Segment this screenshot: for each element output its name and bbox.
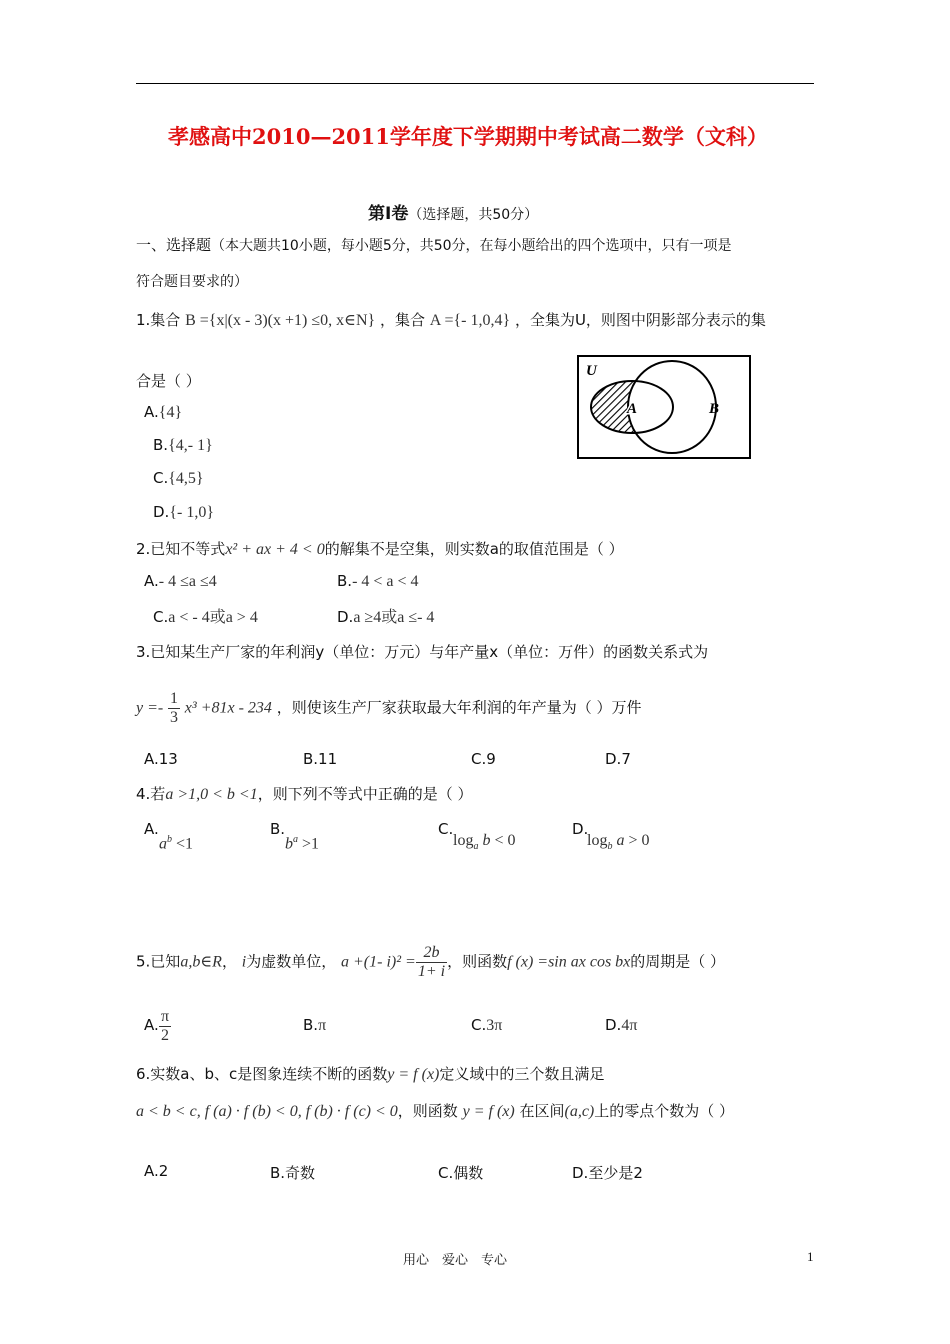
q2-option-d <box>337 604 434 627</box>
q5-frac-two: 2 <box>161 1026 170 1044</box>
q4-option-c-label: C. <box>438 820 454 838</box>
q1-option-c-value: {4,5} <box>168 470 204 487</box>
venn-label-u: U <box>586 363 597 379</box>
venn-diagram <box>577 355 751 459</box>
q2-option-b-value: - 4 < a < 4 <box>352 573 419 590</box>
part1-desc: （本大题共10小题，每小题5分，共50分，在每小题给出的四个选项中，只有一项是 <box>211 238 732 254</box>
part1-intro <box>136 234 732 255</box>
q6-mid: ，则函数 <box>397 1102 458 1120</box>
q6-mid2: 在区间 <box>519 1102 565 1120</box>
q6-option-b: B.奇数 <box>270 1164 316 1182</box>
q5-option-d-label: D. <box>605 1016 622 1034</box>
part1-label: 一、选择题 <box>136 236 212 254</box>
q6-condition: a < b < c, f (a) · f (b) < 0, f (b) · f (c) < 0 <box>136 1103 398 1120</box>
q3-option-d: D.7 <box>605 750 631 768</box>
q3-line2 <box>136 690 641 726</box>
q5-option-c-value: 3π <box>486 1017 503 1034</box>
q6-function: y = f (x) <box>387 1066 440 1083</box>
q5-condition: a,b∈R <box>180 953 222 971</box>
q5-option-a-value <box>159 1008 171 1044</box>
q2-option-b-label: B. <box>337 572 353 590</box>
q4-option-c-value: $\log_a b < 0$ <box>453 832 516 853</box>
q5-imag-unit: i <box>241 953 247 971</box>
q3-option-b: B.11 <box>303 750 338 768</box>
q5-prefix: 5.已知 <box>136 952 181 971</box>
q1-option-a-value: {4} <box>158 404 183 421</box>
q3-tail: ，则使该生产厂家获取最大年利润的年产量为（ ）万件 <box>276 698 642 717</box>
q2-tail: 的解集不是空集，则实数a的取值范围是（ ） <box>324 540 624 558</box>
q6-option-d: D.至少是2 <box>572 1164 643 1182</box>
q1-option-d-value: {- 1,0} <box>169 504 215 521</box>
q5-function: f (x) =sin ax cos bx <box>507 953 631 971</box>
q4-option-d-value: $\log_b a > 0$ <box>587 832 650 853</box>
q1-option-c <box>153 469 204 488</box>
q5-pi-over-two <box>159 1008 171 1044</box>
q1-option-b-value: {4,- 1} <box>168 437 213 454</box>
q6-line1 <box>136 1063 604 1084</box>
q2-prefix: 2.已知不等式 <box>136 540 226 558</box>
q1-line1 <box>136 309 766 330</box>
q5-option-b-label: B. <box>303 1016 319 1034</box>
footer-motto: 用心 爱心 专心 <box>403 1252 508 1267</box>
q1-option-c-label: C. <box>153 469 169 487</box>
q2-option-d-label: D. <box>337 608 354 626</box>
header-rule <box>136 83 814 84</box>
q1-line2: 合是（ ） <box>136 372 201 390</box>
q5-mid2: 为虚数单位， <box>246 952 337 971</box>
q5-option-d-value: 4π <box>621 1017 638 1034</box>
venn-label-b: B <box>709 401 720 417</box>
q3-formula-lhs: y =- <box>136 699 164 717</box>
section-heading <box>368 199 538 224</box>
q2-option-a-label: A. <box>144 572 159 590</box>
q5-tail: 的周期是（ ） <box>630 952 726 971</box>
q6-prefix: 6.实数a、b、c是图象连续不断的函数 <box>136 1065 388 1083</box>
q1-option-d-label: D. <box>153 503 170 521</box>
section-heading-text: 第Ⅰ卷 <box>368 204 409 224</box>
q5-eq-num: 2b <box>416 944 447 963</box>
q3-frac-num: 1 <box>170 690 179 707</box>
q4-option-a-label: A. <box>144 820 159 838</box>
q6-line2 <box>136 1100 734 1121</box>
q5-eq-lhs: a +(1- i)² = <box>340 953 416 971</box>
venn-label-a: A <box>627 401 638 417</box>
q5-option-c-label: C. <box>471 1016 487 1034</box>
q2-option-b <box>337 572 419 591</box>
q1-option-a-label: A. <box>144 403 159 421</box>
q5-eq-fraction <box>416 944 447 980</box>
q2-inequality: x² + ax + 4 < 0 <box>225 541 325 558</box>
q1-option-d <box>153 503 214 522</box>
q2-option-c-value: a < - 4或a > 4 <box>168 609 258 626</box>
q6-function-2: y = f (x) <box>462 1103 515 1120</box>
q3-frac-den: 3 <box>170 708 179 726</box>
q5-option-b <box>303 1016 326 1035</box>
q5-option-c <box>471 1016 502 1035</box>
q3-option-c: C.9 <box>471 750 496 768</box>
q4-option-a-value: $a^b <1$ <box>159 834 194 853</box>
q4-tail: ，则下列不等式中正确的是（ ） <box>257 785 473 803</box>
q5-option-a-label: A. <box>144 1016 159 1034</box>
section-note: （选择题，共50分） <box>408 207 539 223</box>
q3-fraction <box>168 690 180 726</box>
q2-option-a <box>144 572 217 591</box>
q1-tail: ，全集为U，则图中阴影部分表示的集 <box>514 311 766 329</box>
q5-mid3: ，则函数 <box>447 952 508 971</box>
q2-option-c <box>153 604 258 627</box>
q3-option-a: A.13 <box>144 750 178 768</box>
q6-interval: (a,c) <box>564 1103 595 1120</box>
q2-option-d-value: a ≥4或a ≤- 4 <box>353 609 435 626</box>
q4-option-d-label: D. <box>572 820 589 838</box>
q4-line1 <box>136 783 472 804</box>
q4-condition: a >1,0 < b <1 <box>165 786 258 803</box>
q2-option-a-value: - 4 ≤a ≤4 <box>158 573 217 590</box>
q1-option-b-label: B. <box>153 436 169 454</box>
q6-option-c: C.偶数 <box>438 1164 484 1182</box>
q6-tail2: 上的零点个数为（ ） <box>594 1102 735 1120</box>
q5-line1 <box>136 944 725 980</box>
q1-set-b: B ={x|(x - 3)(x +1) ≤0, x∈N} <box>185 312 376 329</box>
page-number: 1 <box>807 1249 814 1264</box>
q1-option-b <box>153 436 213 455</box>
q2-line1 <box>136 538 624 559</box>
part1-desc-line2: 符合题目要求的） <box>136 274 248 290</box>
q3-line1: 3.已知某生产厂家的年利润y（单位：万元）与年产量x（单位：万件）的函数关系式为 <box>136 643 709 661</box>
q5-option-d <box>605 1016 637 1035</box>
q2-option-c-label: C. <box>153 608 169 626</box>
q6-tail: 定义域中的三个数且满足 <box>439 1065 605 1083</box>
page-title: 孝感高中2010—2011学年度下学期期中考试高二数学（文科） <box>168 124 768 149</box>
q3-formula-rhs: x³ +81x - 234 <box>184 699 272 717</box>
q4-prefix: 4.若 <box>136 785 166 803</box>
q1-prefix: 1.集合 <box>136 311 181 329</box>
venn-svg <box>579 357 749 457</box>
q4-option-b-label: B. <box>270 820 286 838</box>
q4-option-b-value: $b^a >1$ <box>285 834 320 853</box>
q5-frac-pi: π <box>161 1008 170 1025</box>
q5-mid1: ， <box>221 952 237 971</box>
q1-mid: ，集合 <box>379 311 425 329</box>
q1-option-a <box>144 403 182 422</box>
q5-option-b-value: π <box>318 1017 327 1034</box>
q5-eq-den: 1+ i <box>417 962 446 980</box>
q6-option-a: A.2 <box>144 1162 169 1180</box>
q1-set-a: A ={- 1,0,4} <box>429 312 511 329</box>
